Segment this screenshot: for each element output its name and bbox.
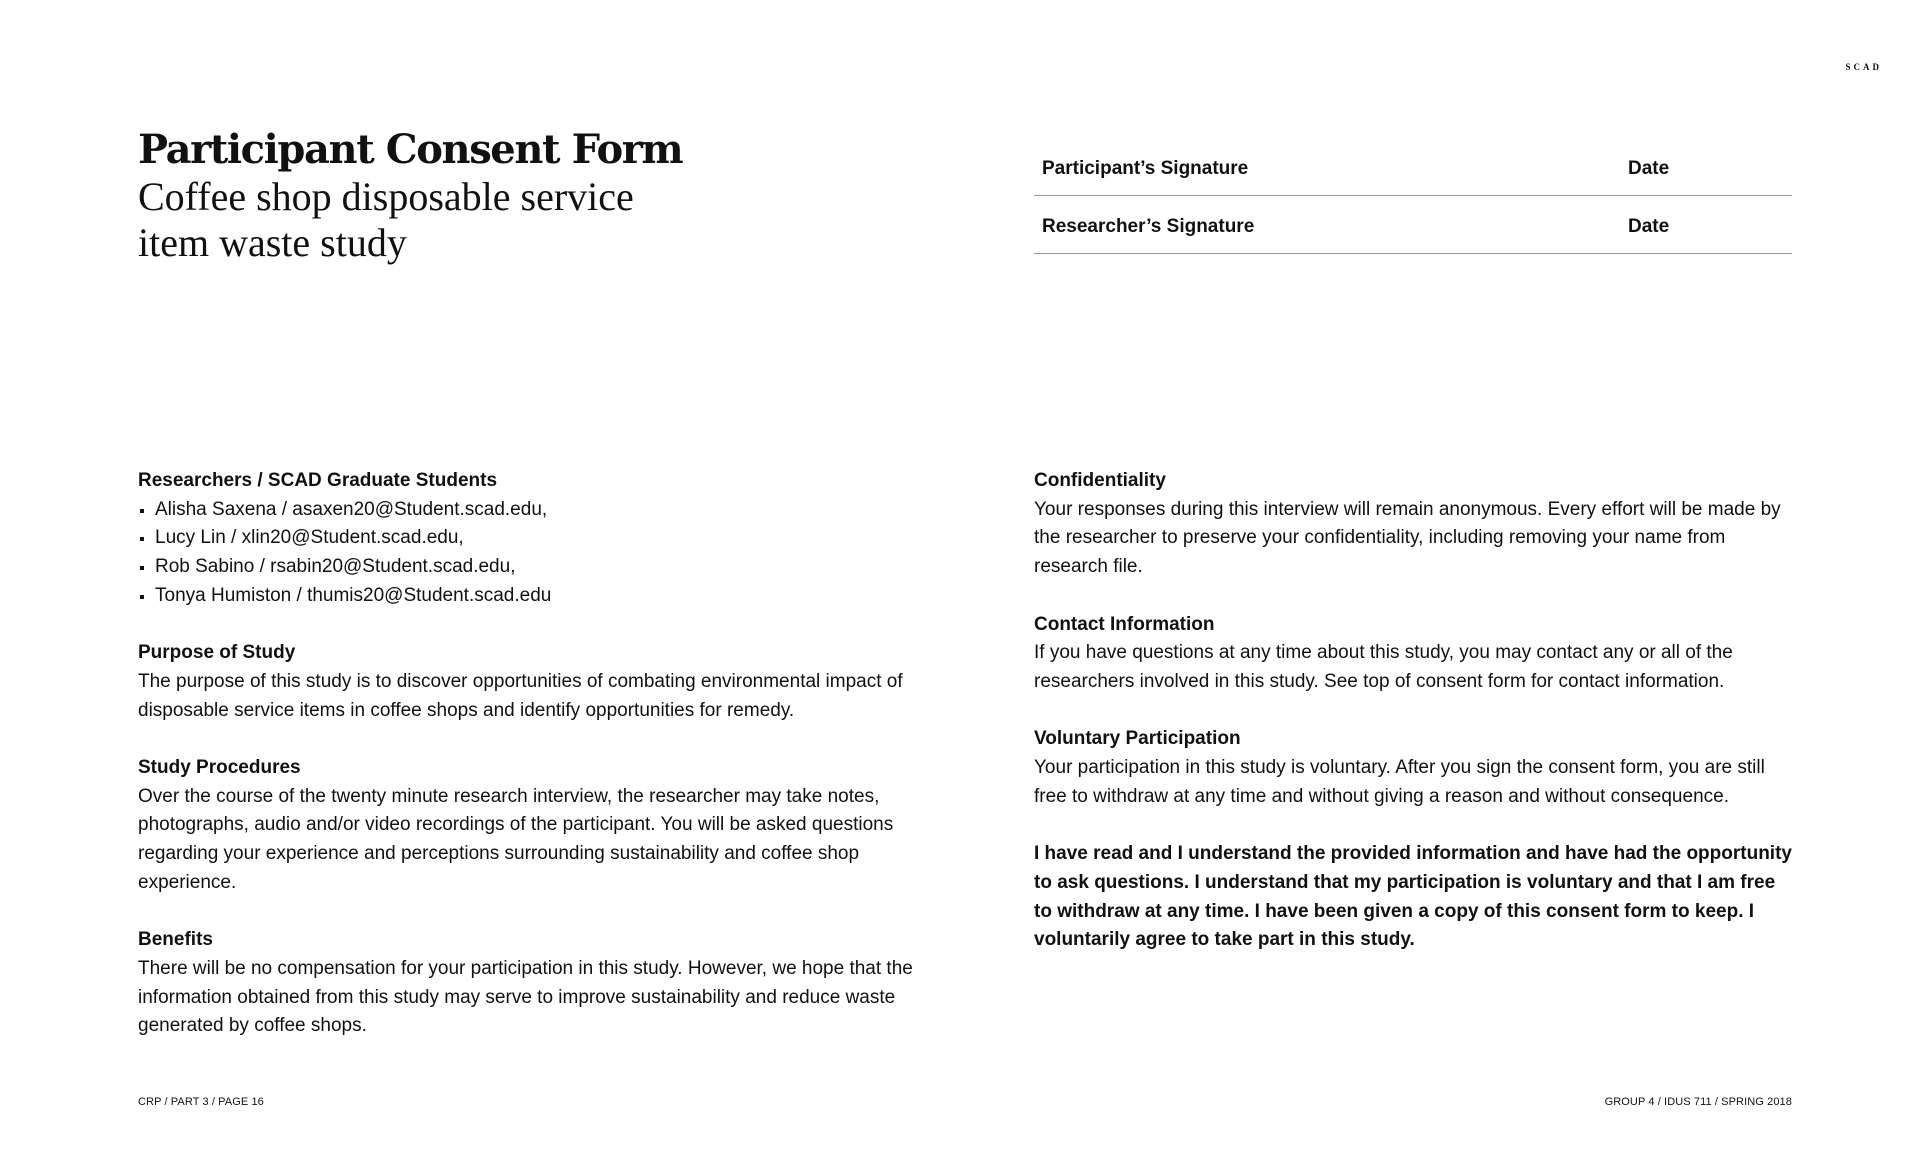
list-item: Alisha Saxena / asaxen20@Student.scad.edu, bbox=[138, 496, 918, 525]
participant-signature-row[interactable] bbox=[1034, 138, 1792, 196]
procedures-section bbox=[138, 754, 918, 898]
list-item: Rob Sabino / rsabin20@Student.scad.edu, bbox=[138, 553, 918, 582]
agreement-section bbox=[1034, 840, 1794, 955]
page-subtitle: Coffee shop disposable service item waste study bbox=[138, 174, 634, 265]
voluntary-heading: Voluntary Participation bbox=[1034, 728, 1241, 750]
signature-table bbox=[1034, 138, 1792, 254]
confidentiality-section bbox=[1034, 467, 1794, 582]
participant-signature-label: Participant’s Signature bbox=[1042, 157, 1249, 179]
footer-right: GROUP 4 / IDUS 711 / SPRING 2018 bbox=[1604, 1096, 1792, 1108]
voluntary-text: Your participation in this study is voluntary. After you sign the consent form, you are still free to withdraw at any time and without giving a reason and without consequence. bbox=[1034, 757, 1765, 807]
contact-heading: Contact Information bbox=[1034, 613, 1215, 635]
participant-date-label: Date bbox=[1628, 157, 1670, 179]
agreement-text: I have read and I understand the provided information and have had the opportunity to ask questions. I understand that my participation is voluntary and that I am free to withdraw at any time. I have been given a copy of this consent form to keep. I voluntarily agree to take part in this study. bbox=[1034, 843, 1792, 951]
contact-text: If you have questions at any time about this study, you may contact any or all of the researchers involved in this study. See top of consent form for contact information. bbox=[1034, 642, 1733, 692]
researcher-signature-label: Researcher’s Signature bbox=[1042, 215, 1255, 237]
list-item: Tonya Humiston / thumis20@Student.scad.edu bbox=[138, 582, 918, 611]
title-block bbox=[138, 126, 858, 266]
footer-left: CRP / PART 3 / PAGE 16 bbox=[138, 1096, 264, 1108]
purpose-heading: Purpose of Study bbox=[138, 642, 296, 664]
researcher-date-label: Date bbox=[1628, 215, 1670, 237]
page-title: Participant Consent Form bbox=[138, 126, 683, 173]
researcher-signature-row[interactable] bbox=[1034, 196, 1792, 254]
benefits-text: There will be no compensation for your participation in this study. However, we hope that the information obtained from this study may serve to improve sustainability and reduce waste generated by coffee shops. bbox=[138, 957, 913, 1037]
left-column bbox=[138, 467, 918, 1070]
confidentiality-text: Your responses during this interview will remain anonymous. Every effort will be made by the researcher to preserve your confidentiality, including removing your name from research file. bbox=[1034, 498, 1781, 578]
purpose-section bbox=[138, 639, 918, 725]
brand-logo: SCAD bbox=[1845, 62, 1882, 72]
voluntary-section bbox=[1034, 725, 1794, 811]
researchers-list bbox=[138, 496, 918, 611]
researchers-section bbox=[138, 467, 918, 611]
list-item: Lucy Lin / xlin20@Student.scad.edu, bbox=[138, 524, 918, 553]
benefits-heading: Benefits bbox=[138, 929, 213, 951]
purpose-text: The purpose of this study is to discover opportunities of combating environmental impact of disposable service items in coffee shops and identify opportunities for remedy. bbox=[138, 670, 903, 721]
right-column bbox=[1034, 467, 1794, 984]
researchers-heading: Researchers / SCAD Graduate Students bbox=[138, 470, 498, 491]
confidentiality-heading: Confidentiality bbox=[1034, 470, 1166, 491]
procedures-heading: Study Procedures bbox=[138, 757, 301, 778]
procedures-text: Over the course of the twenty minute research interview, the researcher may take notes, photographs, audio and/or video recordings of the participant. You will be asked questions regarding your experience and perceptions surrounding sustainability and coffee shop experience. bbox=[138, 785, 894, 893]
benefits-section bbox=[138, 926, 918, 1041]
contact-section bbox=[1034, 611, 1794, 697]
